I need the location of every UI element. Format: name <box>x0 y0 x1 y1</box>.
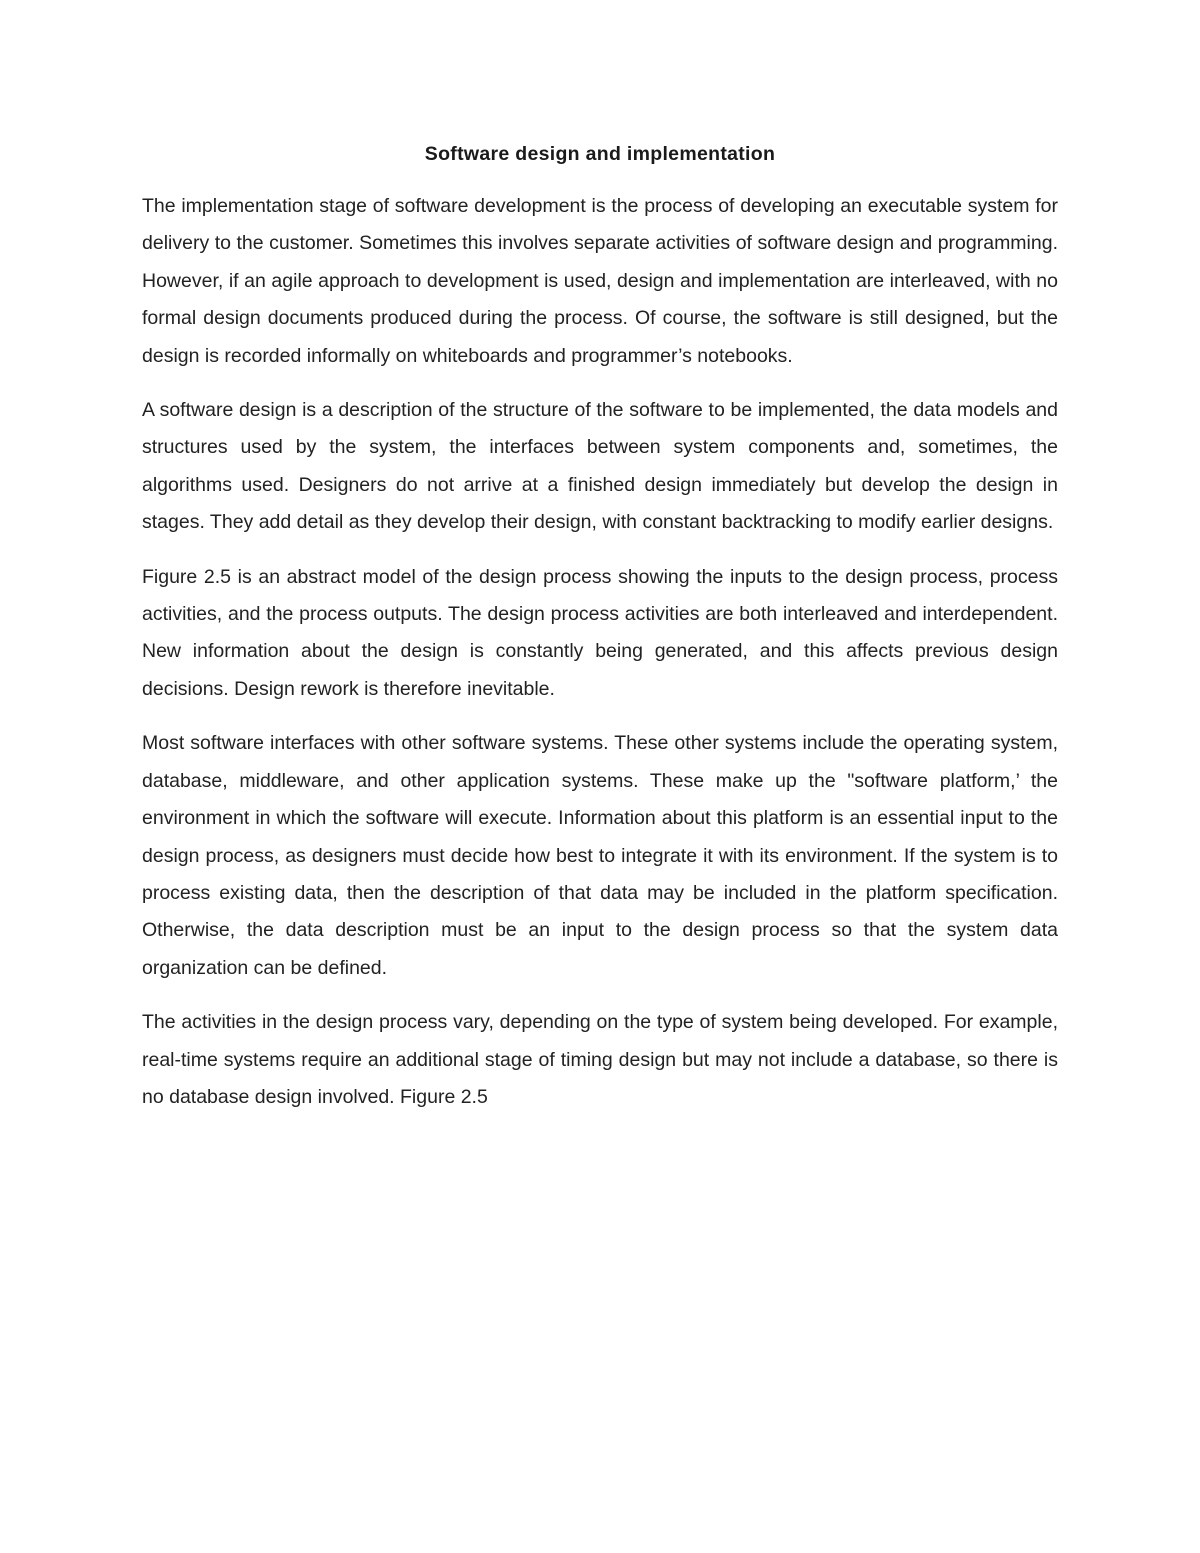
paragraph-software-platform: Most software interfaces with other software systems. These other systems include the operating system, database, middleware, and other application systems. These make up the "software platform,’ the environment in which the software will execute. Information about this platform is an essential input to the design process, as designers must decide how best to integrate it with its environment. If the system is to process existing data, then the description of that data may be included in the platform specification. Otherwise, the data description must be an input to the design process so that the system data organization can be defined. <box>142 732 1058 979</box>
paragraph-software-design-definition: A software design is a description of the structure of the software to be implemented, the data models and structures used by the system, the interfaces between system components and, sometimes, the algorithms used. Designers do not arrive at a finished design immediately but develop the design in stages. They add detail as they develop their design, with constant backtracking to modify earlier designs. <box>142 399 1058 534</box>
paragraph-design-activities-vary: The activities in the design process vary, depending on the type of system being developed. For example, real-time systems require an additional stage of timing design but may not include a database, so there is no database design involved. Figure 2.5 <box>142 1011 1058 1108</box>
paragraph-design-process-model: Figure 2.5 is an abstract model of the design process showing the inputs to the design process, process activities, and the process outputs. The design process activities are both interleaved and interdependent. New information about the design is constantly being generated, and this affects previous design decisions. Design rework is therefore inevitable. <box>142 565 1058 700</box>
document-title: Software design and implementation <box>424 143 776 165</box>
document-body <box>142 138 1058 1116</box>
paragraph-implementation-stage: The implementation stage of software development is the process of developing an executable system for delivery to the customer. Sometimes this involves separate activities of software design and programming. However, if an agile approach to development is used, design and implementation are interleaved, with no formal design documents produced during the process. Of course, the software is still designed, but the design is recorded informally on whiteboards and programmer’s notebooks. <box>142 195 1058 367</box>
